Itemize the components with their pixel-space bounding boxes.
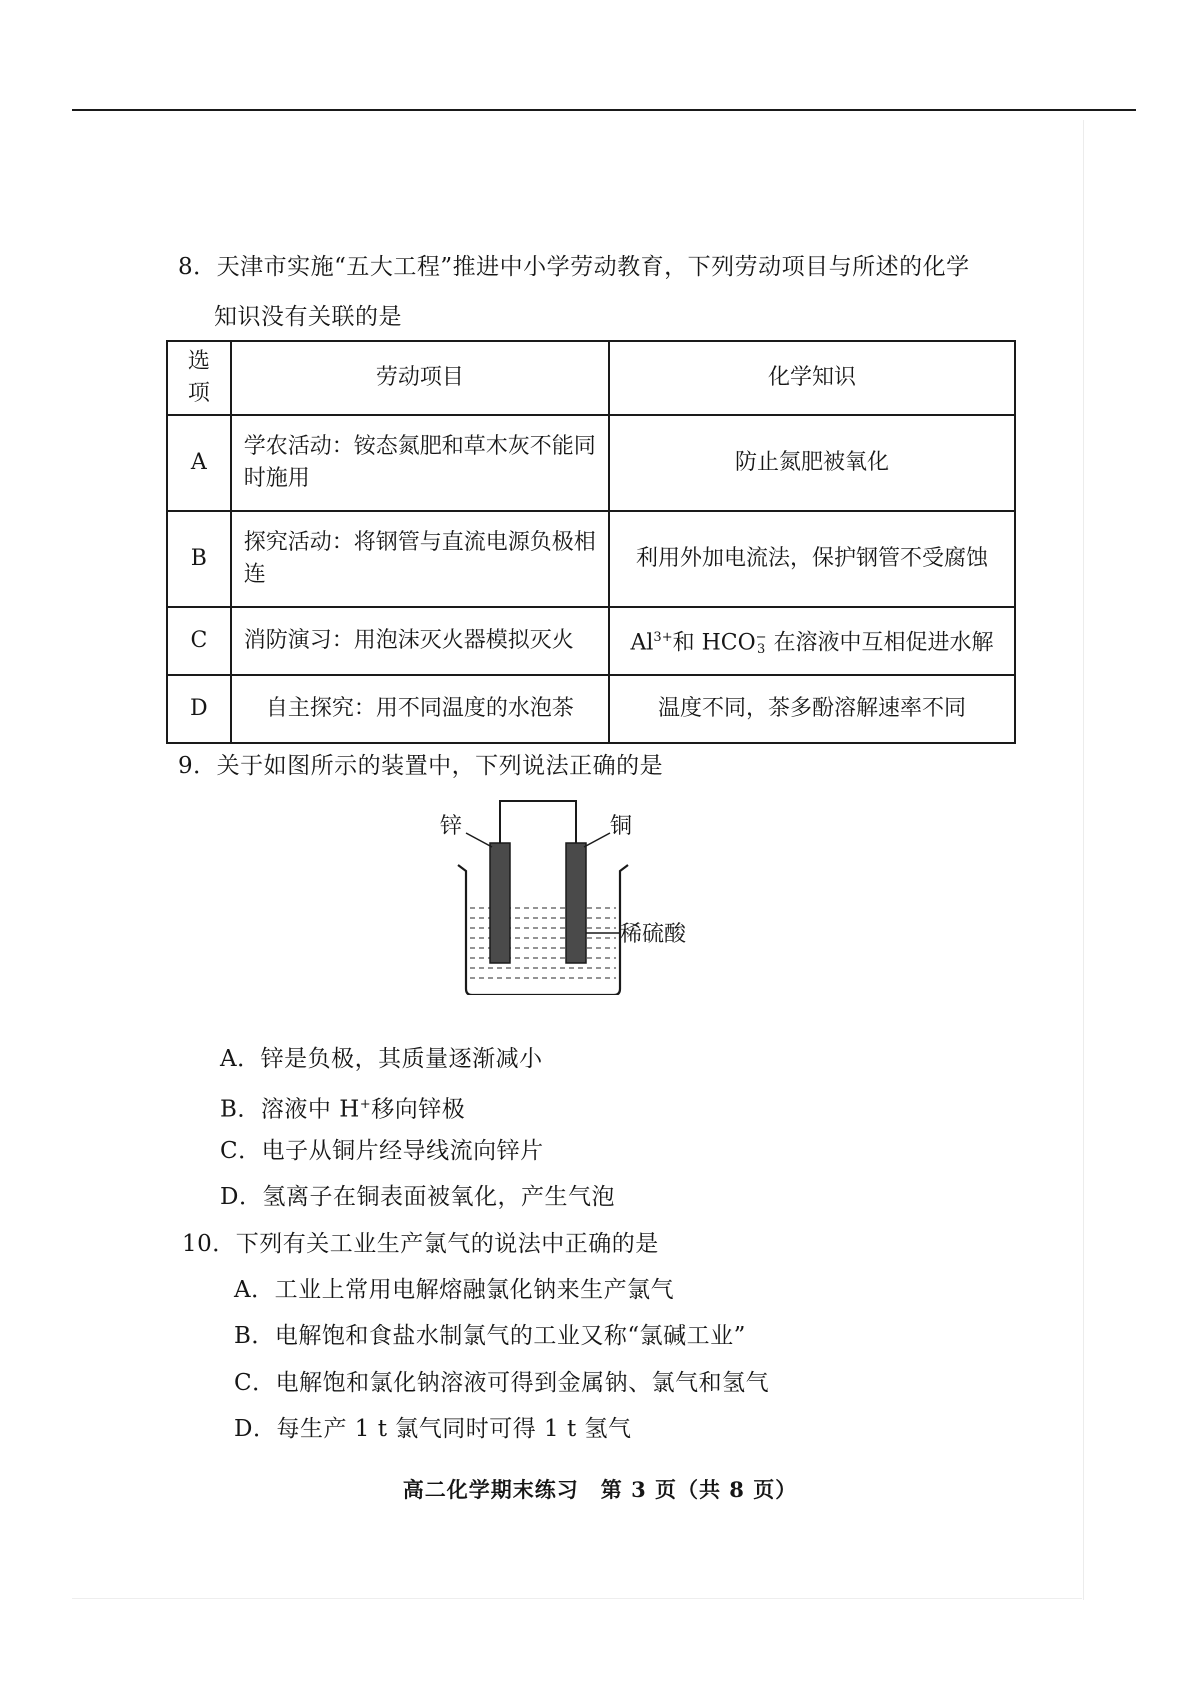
and-word: 和 [672,630,702,656]
row-d-knowledge: 温度不同，茶多酚溶解速率不同 [609,675,1015,743]
table-row [167,511,1015,607]
copper-leader-line [584,833,610,847]
page-footer: 高二化学期末练习 第 3 页（共 8 页） [402,1477,798,1502]
table-row [167,675,1015,743]
zinc-label: 锌 [440,814,463,839]
q9-option-c: C．电子从铜片经导线流向锌片 [220,1138,544,1164]
hco3-charge: − [755,629,767,645]
q9-option-b-pre: B．溶液中 H [220,1096,360,1123]
q10-stem: 10．下列有关工业生产氯气的说法中正确的是 [182,1231,659,1257]
row-c-option: C [167,607,231,675]
table-header-knowledge: 化学知识 [609,341,1015,415]
hco3-subscript: 3 [756,641,766,657]
q10-option-d: D．每生产 1 t 氯气同时可得 1 t 氢气 [234,1416,632,1442]
hydrolysis-text: 在溶液中互相促进水解 [766,630,994,656]
zinc-electrode [490,843,510,963]
connecting-wire [500,801,576,843]
row-c-knowledge [609,607,1015,675]
q10-option-a: A．工业上常用电解熔融氯化钠来生产氯气 [234,1277,675,1303]
hco3-ion: HCO [701,630,756,656]
row-b-option: B [167,511,231,607]
row-d-project: 自主探究：用不同温度的水泡茶 [231,675,609,743]
copper-electrode [566,843,586,963]
beaker [458,865,628,995]
table-row [167,607,1015,675]
table-header-project: 劳动项目 [231,341,609,415]
q9-option-b-post: 移向锌极 [371,1096,466,1123]
table-header-option: 选项 [167,341,231,415]
q8-stem-line2: 知识没有关联的是 [214,304,402,330]
q8-table [166,340,1016,744]
q8-stem-line1: 8．天津市实施“五大工程”推进中小学劳动教育，下列劳动项目与所述的化学 [178,254,970,280]
page-bottom-line [72,1598,1082,1599]
q10-option-c: C．电解饱和氯化钠溶液可得到金属钠、氯气和氢气 [234,1370,770,1396]
page-edge-line [1083,120,1084,1600]
row-d-option: D [167,675,231,743]
dilute-sulfuric-acid-label: 稀硫酸 [620,922,687,947]
row-a-knowledge: 防止氮肥被氧化 [609,415,1015,511]
header-rule [72,109,1136,111]
galvanic-cell-diagram [440,795,720,995]
row-b-knowledge: 利用外加电流法，保护钢管不受腐蚀 [609,511,1015,607]
q9-option-a: A．锌是负极，其质量逐渐减小 [220,1046,543,1072]
row-a-option: A [167,415,231,511]
al-ion: Al [630,630,654,656]
q9-option-b [220,1090,465,1125]
row-c-project: 消防演习：用泡沫灭火器模拟灭火 [231,607,609,675]
q9-stem: 9．关于如图所示的装置中，下列说法正确的是 [178,753,664,779]
table-row [167,415,1015,511]
al-charge: 3+ [653,630,673,646]
zinc-leader-line [466,833,492,847]
row-a-project: 学农活动：铵态氮肥和草木灰不能同时施用 [231,415,609,511]
copper-label: 铜 [610,814,633,839]
q10-option-b: B．电解饱和食盐水制氯气的工业又称“氯碱工业” [234,1323,746,1349]
row-b-project: 探究活动：将钢管与直流电源负极相连 [231,511,609,607]
q9-option-d: D．氢离子在铜表面被氧化，产生气泡 [220,1184,615,1210]
h-charge: + [359,1097,372,1112]
